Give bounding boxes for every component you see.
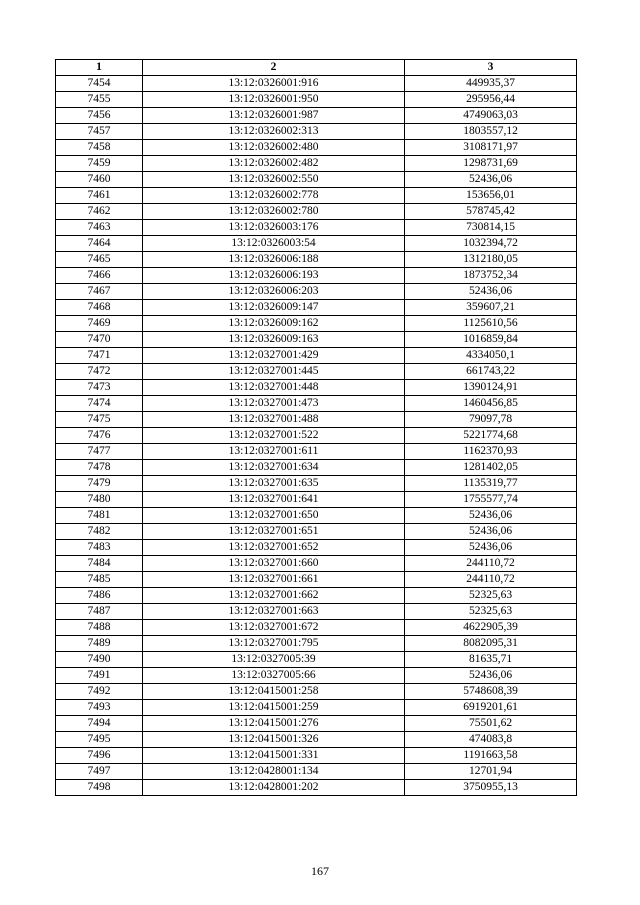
- value-cell: 12701,94: [405, 764, 577, 780]
- row-number-cell: 7494: [56, 716, 143, 732]
- table-row: [56, 764, 577, 780]
- cadastral-number-cell: 13:12:0415001:276: [143, 716, 405, 732]
- value-cell: 1281402,05: [405, 460, 577, 476]
- row-number-cell: 7471: [56, 348, 143, 364]
- row-number-cell: 7487: [56, 604, 143, 620]
- column-header-2: 2: [143, 60, 405, 76]
- cadastral-number-cell: 13:12:0326009:163: [143, 332, 405, 348]
- value-cell: 4334050,1: [405, 348, 577, 364]
- table-row: [56, 92, 577, 108]
- cadastral-number-cell: 13:12:0327001:429: [143, 348, 405, 364]
- row-number-cell: 7492: [56, 684, 143, 700]
- table-row: [56, 748, 577, 764]
- row-number-cell: 7482: [56, 524, 143, 540]
- value-cell: 3108171,97: [405, 140, 577, 156]
- table-row: [56, 732, 577, 748]
- table-row: [56, 700, 577, 716]
- table-row: [56, 716, 577, 732]
- table-row: [56, 620, 577, 636]
- value-cell: 6919201,61: [405, 700, 577, 716]
- row-number-cell: 7491: [56, 668, 143, 684]
- value-cell: 52436,06: [405, 524, 577, 540]
- value-cell: 1125610,56: [405, 316, 577, 332]
- cadastral-number-cell: 13:12:0326002:780: [143, 204, 405, 220]
- cadastral-number-cell: 13:12:0327001:652: [143, 540, 405, 556]
- cadastral-number-cell: 13:12:0327001:662: [143, 588, 405, 604]
- table-row: [56, 108, 577, 124]
- table-header-row: [56, 60, 577, 76]
- cadastral-number-cell: 13:12:0326002:778: [143, 188, 405, 204]
- value-cell: 244110,72: [405, 572, 577, 588]
- value-cell: 52436,06: [405, 508, 577, 524]
- cadastral-number-cell: 13:12:0327005:39: [143, 652, 405, 668]
- table-row: [56, 284, 577, 300]
- value-cell: 52325,63: [405, 604, 577, 620]
- row-number-cell: 7458: [56, 140, 143, 156]
- table-row: [56, 668, 577, 684]
- value-cell: 52436,06: [405, 284, 577, 300]
- table-row: [56, 572, 577, 588]
- table-row: [56, 780, 577, 796]
- row-number-cell: 7486: [56, 588, 143, 604]
- row-number-cell: 7488: [56, 620, 143, 636]
- cadastral-number-cell: 13:12:0327005:66: [143, 668, 405, 684]
- table-row: [56, 412, 577, 428]
- table-row: [56, 508, 577, 524]
- value-cell: 474083,8: [405, 732, 577, 748]
- value-cell: 5221774,68: [405, 428, 577, 444]
- value-cell: 449935,37: [405, 76, 577, 92]
- row-number-cell: 7470: [56, 332, 143, 348]
- table-row: [56, 636, 577, 652]
- cadastral-number-cell: 13:12:0326001:987: [143, 108, 405, 124]
- value-cell: 1390124,91: [405, 380, 577, 396]
- row-number-cell: 7465: [56, 252, 143, 268]
- cadastral-number-cell: 13:12:0327001:611: [143, 444, 405, 460]
- row-number-cell: 7468: [56, 300, 143, 316]
- cadastral-number-cell: 13:12:0326002:482: [143, 156, 405, 172]
- cadastral-number-cell: 13:12:0326009:162: [143, 316, 405, 332]
- value-cell: 244110,72: [405, 556, 577, 572]
- row-number-cell: 7483: [56, 540, 143, 556]
- cadastral-number-cell: 13:12:0326002:550: [143, 172, 405, 188]
- column-header-3: 3: [405, 60, 577, 76]
- table-row: [56, 652, 577, 668]
- table-row: [56, 556, 577, 572]
- row-number-cell: 7480: [56, 492, 143, 508]
- table-row: [56, 428, 577, 444]
- cadastral-number-cell: 13:12:0327001:635: [143, 476, 405, 492]
- row-number-cell: 7489: [56, 636, 143, 652]
- value-cell: 359607,21: [405, 300, 577, 316]
- value-cell: 1873752,34: [405, 268, 577, 284]
- table-row: [56, 588, 577, 604]
- value-cell: 1135319,77: [405, 476, 577, 492]
- table-row: [56, 684, 577, 700]
- table-row: [56, 124, 577, 140]
- row-number-cell: 7495: [56, 732, 143, 748]
- value-cell: 52325,63: [405, 588, 577, 604]
- row-number-cell: 7497: [56, 764, 143, 780]
- cadastral-number-cell: 13:12:0415001:326: [143, 732, 405, 748]
- row-number-cell: 7464: [56, 236, 143, 252]
- value-cell: 4622905,39: [405, 620, 577, 636]
- cadastral-number-cell: 13:12:0326006:203: [143, 284, 405, 300]
- cadastral-number-cell: 13:12:0326002:480: [143, 140, 405, 156]
- row-number-cell: 7469: [56, 316, 143, 332]
- value-cell: 8082095,31: [405, 636, 577, 652]
- value-cell: 1191663,58: [405, 748, 577, 764]
- value-cell: 3750955,13: [405, 780, 577, 796]
- row-number-cell: 7455: [56, 92, 143, 108]
- row-number-cell: 7459: [56, 156, 143, 172]
- cadastral-number-cell: 13:12:0415001:259: [143, 700, 405, 716]
- row-number-cell: 7490: [56, 652, 143, 668]
- table-row: [56, 220, 577, 236]
- table-row: [56, 604, 577, 620]
- value-cell: 153656,01: [405, 188, 577, 204]
- value-cell: 1162370,93: [405, 444, 577, 460]
- table-row: [56, 380, 577, 396]
- cadastral-number-cell: 13:12:0327001:445: [143, 364, 405, 380]
- value-cell: 578745,42: [405, 204, 577, 220]
- cadastral-number-cell: 13:12:0326002:313: [143, 124, 405, 140]
- value-cell: 1016859,84: [405, 332, 577, 348]
- data-table: [55, 59, 577, 796]
- table-row: [56, 172, 577, 188]
- cadastral-number-cell: 13:12:0327001:488: [143, 412, 405, 428]
- cadastral-number-cell: 13:12:0415001:331: [143, 748, 405, 764]
- table-row: [56, 348, 577, 364]
- value-cell: 295956,44: [405, 92, 577, 108]
- value-cell: 4749063,03: [405, 108, 577, 124]
- row-number-cell: 7454: [56, 76, 143, 92]
- table-row: [56, 492, 577, 508]
- cadastral-number-cell: 13:12:0326006:193: [143, 268, 405, 284]
- cadastral-number-cell: 13:12:0326006:188: [143, 252, 405, 268]
- row-number-cell: 7474: [56, 396, 143, 412]
- cadastral-number-cell: 13:12:0428001:202: [143, 780, 405, 796]
- cadastral-number-cell: 13:12:0327001:795: [143, 636, 405, 652]
- cadastral-number-cell: 13:12:0327001:641: [143, 492, 405, 508]
- value-cell: 1755577,74: [405, 492, 577, 508]
- row-number-cell: 7496: [56, 748, 143, 764]
- value-cell: 52436,06: [405, 540, 577, 556]
- value-cell: 52436,06: [405, 172, 577, 188]
- table-row: [56, 444, 577, 460]
- cadastral-number-cell: 13:12:0327001:650: [143, 508, 405, 524]
- value-cell: 81635,71: [405, 652, 577, 668]
- row-number-cell: 7467: [56, 284, 143, 300]
- table-row: [56, 188, 577, 204]
- column-header-1: 1: [56, 60, 143, 76]
- value-cell: 52436,06: [405, 668, 577, 684]
- table-row: [56, 396, 577, 412]
- value-cell: 661743,22: [405, 364, 577, 380]
- table-row: [56, 540, 577, 556]
- table-row: [56, 300, 577, 316]
- row-number-cell: 7473: [56, 380, 143, 396]
- row-number-cell: 7477: [56, 444, 143, 460]
- table-row: [56, 156, 577, 172]
- cadastral-number-cell: 13:12:0327001:634: [143, 460, 405, 476]
- cadastral-number-cell: 13:12:0428001:134: [143, 764, 405, 780]
- table-row: [56, 236, 577, 252]
- table-row: [56, 364, 577, 380]
- row-number-cell: 7462: [56, 204, 143, 220]
- row-number-cell: 7479: [56, 476, 143, 492]
- row-number-cell: 7475: [56, 412, 143, 428]
- row-number-cell: 7478: [56, 460, 143, 476]
- cadastral-number-cell: 13:12:0326003:176: [143, 220, 405, 236]
- row-number-cell: 7481: [56, 508, 143, 524]
- cadastral-number-cell: 13:12:0327001:448: [143, 380, 405, 396]
- table-body: [56, 76, 577, 796]
- value-cell: 1803557,12: [405, 124, 577, 140]
- table-row: [56, 332, 577, 348]
- row-number-cell: 7460: [56, 172, 143, 188]
- cadastral-number-cell: 13:12:0327001:672: [143, 620, 405, 636]
- value-cell: 75501,62: [405, 716, 577, 732]
- table-row: [56, 204, 577, 220]
- row-number-cell: 7472: [56, 364, 143, 380]
- cadastral-number-cell: 13:12:0327001:663: [143, 604, 405, 620]
- cadastral-number-cell: 13:12:0327001:522: [143, 428, 405, 444]
- page-number: 167: [311, 864, 329, 878]
- table-row: [56, 268, 577, 284]
- value-cell: 1298731,69: [405, 156, 577, 172]
- cadastral-number-cell: 13:12:0326009:147: [143, 300, 405, 316]
- row-number-cell: 7493: [56, 700, 143, 716]
- value-cell: 1460456,85: [405, 396, 577, 412]
- row-number-cell: 7461: [56, 188, 143, 204]
- cadastral-number-cell: 13:12:0326003:54: [143, 236, 405, 252]
- row-number-cell: 7485: [56, 572, 143, 588]
- table-row: [56, 476, 577, 492]
- row-number-cell: 7466: [56, 268, 143, 284]
- value-cell: 1032394,72: [405, 236, 577, 252]
- cadastral-number-cell: 13:12:0327001:660: [143, 556, 405, 572]
- table-row: [56, 140, 577, 156]
- table-row: [56, 252, 577, 268]
- value-cell: 1312180,05: [405, 252, 577, 268]
- table-row: [56, 316, 577, 332]
- cadastral-number-cell: 13:12:0327001:661: [143, 572, 405, 588]
- table-row: [56, 76, 577, 92]
- data-table-container: [55, 59, 576, 796]
- table-row: [56, 524, 577, 540]
- row-number-cell: 7484: [56, 556, 143, 572]
- cadastral-number-cell: 13:12:0327001:651: [143, 524, 405, 540]
- value-cell: 5748608,39: [405, 684, 577, 700]
- cadastral-number-cell: 13:12:0327001:473: [143, 396, 405, 412]
- cadastral-number-cell: 13:12:0326001:916: [143, 76, 405, 92]
- value-cell: 79097,78: [405, 412, 577, 428]
- cadastral-number-cell: 13:12:0326001:950: [143, 92, 405, 108]
- row-number-cell: 7456: [56, 108, 143, 124]
- cadastral-number-cell: 13:12:0415001:258: [143, 684, 405, 700]
- row-number-cell: 7476: [56, 428, 143, 444]
- row-number-cell: 7463: [56, 220, 143, 236]
- value-cell: 730814,15: [405, 220, 577, 236]
- row-number-cell: 7457: [56, 124, 143, 140]
- table-row: [56, 460, 577, 476]
- row-number-cell: 7498: [56, 780, 143, 796]
